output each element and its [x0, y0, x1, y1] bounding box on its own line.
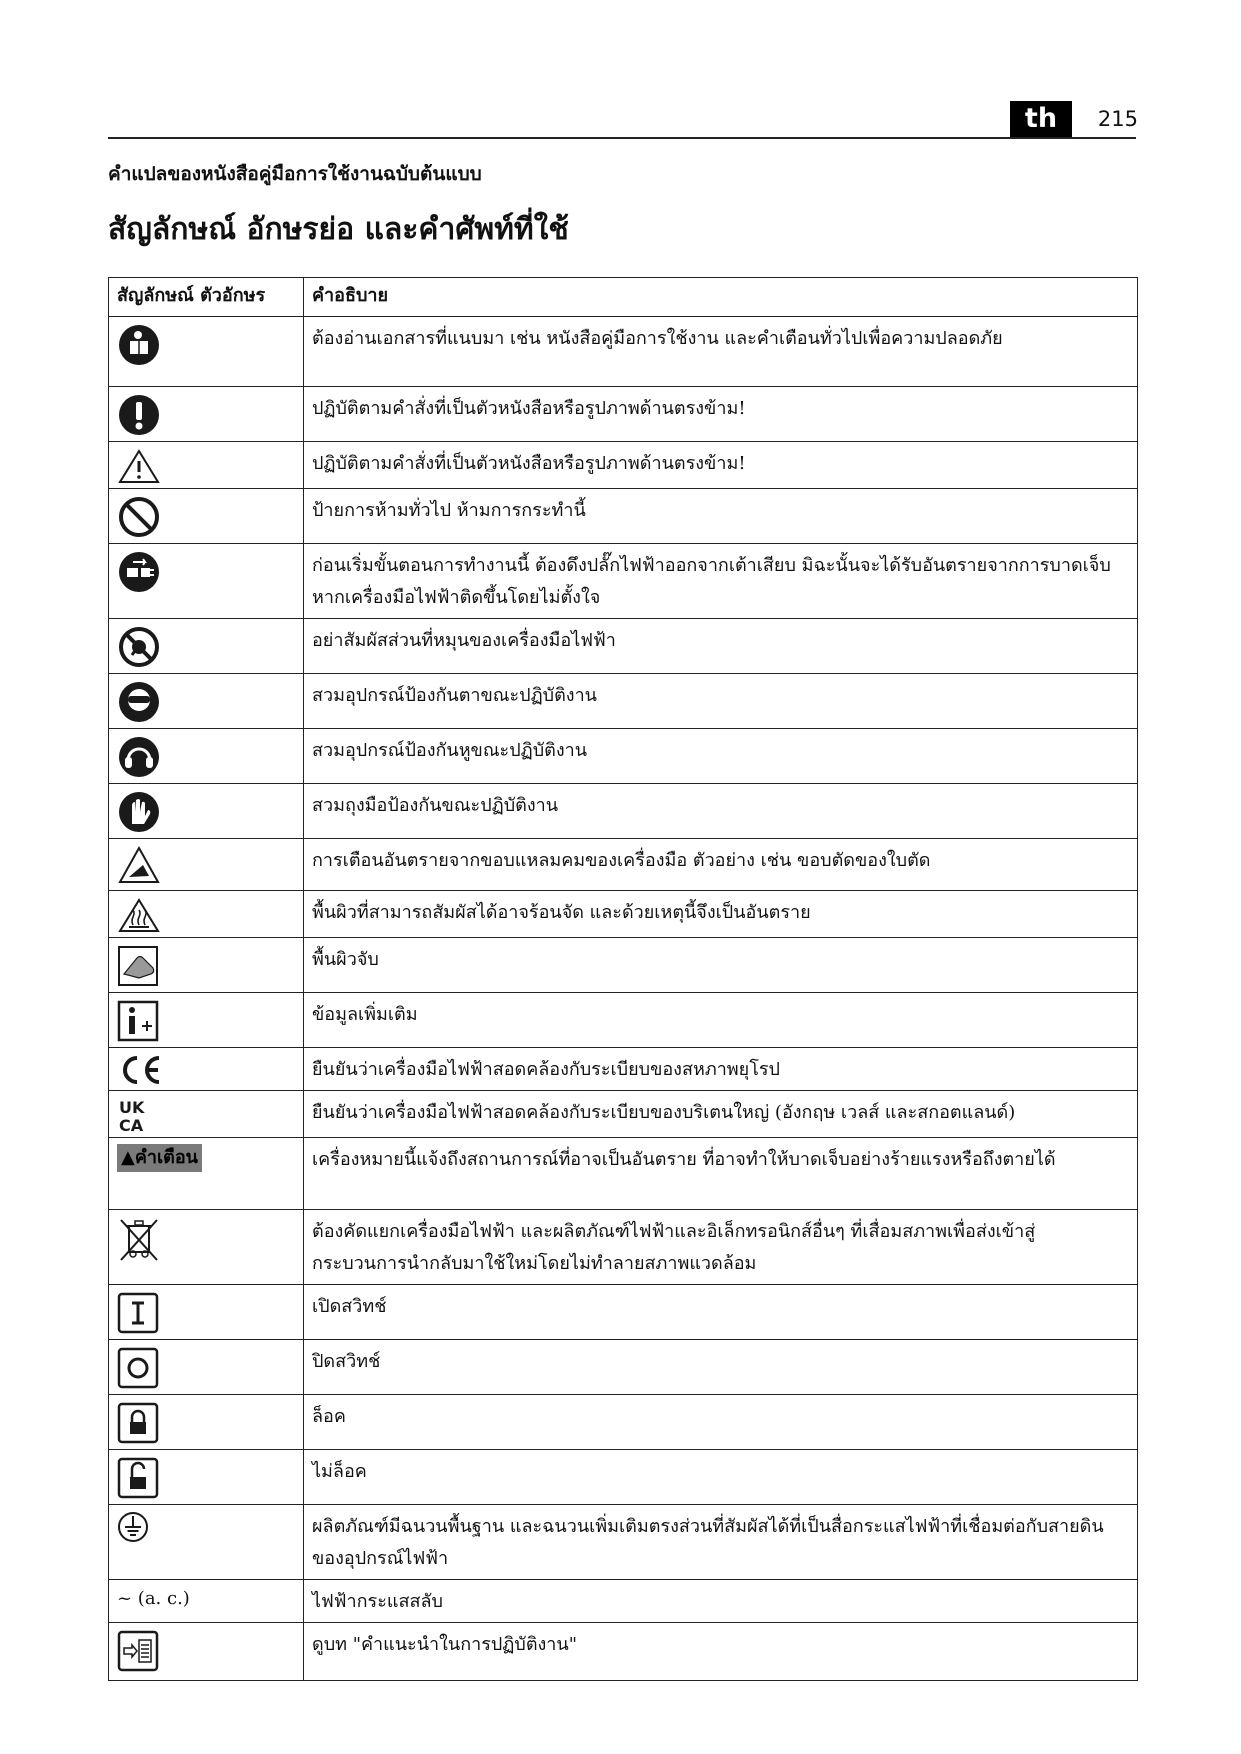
table-row [109, 619, 1138, 674]
table-row [109, 729, 1138, 784]
switch-off-icon [117, 1346, 161, 1390]
info-plus-icon [117, 999, 161, 1043]
table-row [109, 891, 1138, 938]
ukca-mark-icon [117, 1097, 161, 1133]
table-row [109, 1091, 1138, 1138]
page-number: 215 [1097, 107, 1138, 131]
symbol-cell [109, 784, 304, 839]
description-cell: ปิดสวิทช์ [304, 1340, 1138, 1395]
description-cell: ไม่ล็อค [304, 1450, 1138, 1505]
weee-bin-icon [117, 1216, 161, 1262]
table-row [109, 317, 1138, 387]
protective-earth-icon [117, 1511, 153, 1547]
ukca-bottom-text: CA [119, 1116, 144, 1133]
description-cell: ล็อค [304, 1395, 1138, 1450]
table-header-row [109, 278, 1138, 317]
warning-triangle-icon: ▲ [121, 1147, 135, 1168]
table-row [109, 1623, 1138, 1681]
description-cell: ยืนยันว่าเครื่องมือไฟฟ้าสอดคล้องกับระเบียบของสหภาพยุโรป [304, 1048, 1138, 1091]
description-cell: ปฏิบัติตามคำสั่งที่เป็นตัวหนังสือหรือรูปภาพด้านตรงข้าม! [304, 387, 1138, 442]
symbol-cell [109, 1091, 304, 1138]
ac-symbol: ~ (a. c.) [117, 1588, 190, 1609]
symbol-cell [109, 839, 304, 891]
symbol-cell [109, 387, 304, 442]
symbol-cell [109, 1580, 304, 1623]
warning-signal-label: คำเตือน [134, 1147, 198, 1168]
mandatory-instruction-icon [117, 393, 161, 437]
symbol-cell [109, 1048, 304, 1091]
symbol-cell [109, 1340, 304, 1395]
symbol-cell [109, 489, 304, 544]
description-cell: ก่อนเริ่มขั้นตอนการทำงานนี้ ต้องดึงปลั๊กไฟฟ้าออกจากเต้าเสียบ มิฉะนั้นจะได้รับอันตรายจากการบาดเจ็บหากเครื่องมือไฟฟ้าติดขึ้นโดยไม่ตั้งใจ [304, 544, 1138, 619]
symbol-cell [109, 938, 304, 993]
ce-mark-icon [117, 1054, 163, 1086]
symbol-cell [109, 442, 304, 489]
table-row [109, 1285, 1138, 1340]
hot-surface-icon [117, 897, 161, 933]
language-badge: th [1010, 101, 1072, 137]
description-cell: การเตือนอันตรายจากขอบแหลมคมของเครื่องมือ ตัวอย่าง เช่น ขอบตัดของใบตัด [304, 839, 1138, 891]
table-row [109, 1580, 1138, 1623]
table-row [109, 1138, 1138, 1210]
column-header-symbol: สัญลักษณ์ ตัวอักษร [109, 278, 304, 317]
description-cell: ผลิตภัณฑ์มีฉนวนพื้นฐาน และฉนวนเพิ่มเติมตรงส่วนที่สัมผัสได้ที่เป็นสื่อกระแสไฟฟ้าที่เชื่อมต่อกับสายดินของอุปกรณ์ไฟฟ้า [304, 1505, 1138, 1580]
unplug-icon [117, 550, 161, 594]
description-cell: ยืนยันว่าเครื่องมือไฟฟ้าสอดคล้องกับระเบียบของบริเตนใหญ่ (อังกฤษ เวลส์ และสกอตแลนด์) [304, 1091, 1138, 1138]
table-row [109, 784, 1138, 839]
symbol-cell [109, 1450, 304, 1505]
header-rule [108, 137, 1136, 139]
warning-signal-badge [117, 1144, 202, 1172]
grip-surface-icon [117, 944, 161, 988]
description-cell: ดูบท "คำแนะนำในการปฏิบัติงาน" [304, 1623, 1138, 1681]
no-touch-rotating-icon [117, 625, 161, 669]
symbol-cell [109, 674, 304, 729]
table-row [109, 1048, 1138, 1091]
description-cell: สวมอุปกรณ์ป้องกันหูขณะปฏิบัติงาน [304, 729, 1138, 784]
sharp-edge-warning-icon [117, 845, 161, 885]
table-row [109, 1210, 1138, 1285]
symbol-cell [109, 993, 304, 1048]
description-cell: เปิดสวิทช์ [304, 1285, 1138, 1340]
gloves-icon [117, 790, 161, 834]
eye-protection-icon [117, 680, 161, 724]
table-row [109, 442, 1138, 489]
table-row [109, 993, 1138, 1048]
description-cell: พื้นผิวจับ [304, 938, 1138, 993]
description-cell: สวมถุงมือป้องกันขณะปฏิบัติงาน [304, 784, 1138, 839]
symbol-cell [109, 1623, 304, 1681]
description-cell: เครื่องหมายนี้แจ้งถึงสถานการณ์ที่อาจเป็นอันตราย ที่อาจทำให้บาดเจ็บอย่างร้ายแรงหรือถึงตายได้ [304, 1138, 1138, 1210]
symbol-cell [109, 1395, 304, 1450]
symbol-cell [109, 1505, 304, 1580]
symbols-table [108, 277, 1138, 1681]
table-row [109, 1505, 1138, 1580]
lock-icon [117, 1401, 161, 1445]
table-row [109, 674, 1138, 729]
table-row [109, 1450, 1138, 1505]
switch-on-icon [117, 1291, 161, 1335]
symbol-cell [109, 544, 304, 619]
table-row [109, 1340, 1138, 1395]
page-title: สัญลักษณ์ อักษรย่อ และคำศัพท์ที่ใช้ [108, 212, 569, 247]
read-manual-icon [117, 323, 161, 367]
warning-triangle-icon [117, 448, 161, 484]
symbol-cell [109, 729, 304, 784]
description-cell: ป้ายการห้ามทั่วไป ห้ามการกระทำนี้ [304, 489, 1138, 544]
table-row [109, 489, 1138, 544]
prohibition-icon [117, 495, 161, 539]
symbol-cell [109, 1285, 304, 1340]
symbol-cell [109, 1210, 304, 1285]
description-cell: ปฏิบัติตามคำสั่งที่เป็นตัวหนังสือหรือรูปภาพด้านตรงข้าม! [304, 442, 1138, 489]
table-row [109, 938, 1138, 993]
symbol-cell [109, 619, 304, 674]
table-row [109, 387, 1138, 442]
column-header-description: คำอธิบาย [304, 278, 1138, 317]
ukca-top-text: UK [119, 1098, 145, 1117]
unlock-icon [117, 1456, 161, 1500]
description-cell: ไฟฟ้ากระแสสลับ [304, 1580, 1138, 1623]
table-row [109, 544, 1138, 619]
description-cell: ข้อมูลเพิ่มเติม [304, 993, 1138, 1048]
description-cell: สวมอุปกรณ์ป้องกันตาขณะปฏิบัติงาน [304, 674, 1138, 729]
description-cell: พื้นผิวที่สามารถสัมผัสได้อาจร้อนจัด และด้วยเหตุนี้จึงเป็นอันตราย [304, 891, 1138, 938]
description-cell: อย่าสัมผัสส่วนที่หมุนของเครื่องมือไฟฟ้า [304, 619, 1138, 674]
table-row [109, 1395, 1138, 1450]
see-chapter-icon [117, 1629, 161, 1673]
symbol-cell [109, 1138, 304, 1210]
ear-protection-icon [117, 735, 161, 779]
symbol-cell [109, 317, 304, 387]
document-subtitle: คำแปลของหนังสือคู่มือการใช้งานฉบับต้นแบบ [108, 163, 482, 185]
description-cell: ต้องคัดแยกเครื่องมือไฟฟ้า และผลิตภัณฑ์ไฟฟ้าและอิเล็กทรอนิกส์อื่นๆ ที่เสื่อมสภาพเพื่อส่งเข้าสู่กระบวนการนำกลับมาใช้ใหม่โดยไม่ทำลายสภาพแวดล้อม [304, 1210, 1138, 1285]
table-row [109, 839, 1138, 891]
symbol-cell [109, 891, 304, 938]
description-cell: ต้องอ่านเอกสารที่แนบมา เช่น หนังสือคู่มือการใช้งาน และคำเตือนทั่วไปเพื่อความปลอดภัย [304, 317, 1138, 387]
